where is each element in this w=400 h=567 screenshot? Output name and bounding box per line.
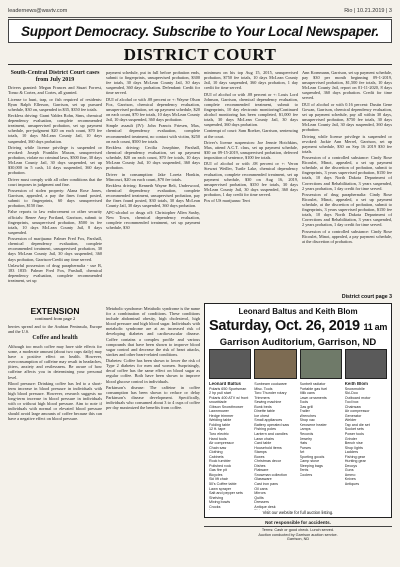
footer-line: Auction conducted by Garrison auction service. — [258, 532, 338, 537]
footer-line: Garrison, ND — [286, 537, 310, 542]
ad-list-col-3 — [300, 382, 342, 510]
ad-list-item: Camp stove — [299, 459, 320, 464]
ad-list-item: Polaris 400 ATV w/ front — [209, 395, 249, 400]
ad-photo-strip — [209, 349, 387, 379]
ad-list-item: Outboard motor — [344, 395, 371, 400]
court-entry: License to hunt, trap, or fish required of residents: Ryan Ralph Ellerson, Garrison, set up pursued schedule, $30 on, suspended in $35, $350 fee totals. — [8, 96, 102, 112]
extension-paragraph: Metabolic syndrome: Metabolic syndrome is the name for a combination of conditions. These conditions include abdominal obesity, high cholesterol, high blood pressure and high blood sugar. Individuals with metabolic syndrome are at an increased risk of developing diabetes and cardiovascular disease. Coffee contains a complex profile and various compounds that have been shown to improve blood sugar control and decrease the risk of heart attacks, strokes and other heart-related conditions. — [106, 306, 200, 357]
ad-list-item: Kerosene heater — [299, 422, 327, 427]
masthead-strip — [8, 6, 392, 16]
ad-list-heading: Keith Blom — [344, 382, 368, 386]
court-entry: payment schedule, put in full before probation ends, submit to fingerprints, unsupervised probation, $300 fee totals, 30 days McLean County Jail, 30 days suspended, 360 days probation. Defendant: Credit for time served. — [106, 70, 200, 96]
ad-list-item: Ski-Doo — [344, 391, 358, 396]
ad-list-item: Records — [299, 432, 314, 437]
ad-list-item: Purses — [299, 445, 311, 450]
subscribe-banner — [8, 19, 392, 43]
court-entry: Possession of a controlled substance: Cindy Rose Ricoulet, Minot, appealed, a pay payment schedule, at the discretion of probation. — [302, 228, 392, 244]
ad-list-item: Ladders — [344, 450, 359, 455]
ad-list-item: Salt and pepper sets — [209, 491, 243, 496]
ad-list-item: Ice chest — [254, 413, 270, 418]
ad-list-item: Battery operated saw — [254, 422, 290, 427]
ad-list-heading: Leonard Baltus — [209, 382, 241, 386]
court-entry: Contempt of court: Sam Roeker, Garrison, sentencing at the court. — [204, 128, 298, 139]
court-entry: minimum on his top Aug 15, 2015, unsupervised probation, $750 fee totals, 10 days McLean County Jail, 10 days suspended, 360 days probation, 1 day credit for time served. — [204, 70, 298, 91]
ad-list-item: Trailer — [299, 409, 310, 414]
ad-list-item: Sunbeam cookware — [254, 382, 287, 386]
ad-list-item: Card table — [254, 441, 272, 446]
footer-line: Terms: Cash or good check. Lunch served. — [261, 528, 335, 533]
court-entry: Driving while license privilege is suspended or revoked: Jackie Ann Merrel, Garrison, set up payment schedule, $30 on Sep 16 2019 $30 fee totals. — [302, 133, 392, 154]
contact-email[interactable]: leadernews@wavtv.com — [8, 8, 68, 14]
ad-list-item: Snowman collection — [254, 472, 288, 477]
ad-list-item: Cabinets — [209, 454, 224, 459]
court-column-2 — [106, 70, 200, 302]
ad-list-item: Trimmers — [254, 395, 270, 400]
ad-list-item: Toro Thunder rotary — [254, 391, 287, 396]
court-column-1 — [8, 70, 102, 302]
ad-list-item: 50's Coffee table — [209, 482, 237, 487]
ad-list-item: Socket sets — [344, 427, 364, 432]
ad-list-item: Hats — [299, 441, 308, 446]
ad-list-item: Bicycles — [209, 472, 223, 477]
ad-list-item: Gibson Snowthrower — [209, 404, 244, 409]
court-column-3 — [204, 70, 298, 302]
court-entry: Ann Kornmann, Garrison, set up payment schedule, pay $30 per month beginning 09-1-2019, unsupervised probation, $1,500 fee totals, 10 days McLean County Jail, report on 01-11-2020, 8 days suspended, 360 days probation. Credit for time served. — [302, 70, 392, 101]
ad-list-item: Antiques — [344, 482, 360, 487]
ad-list-item: Clothing — [209, 450, 223, 455]
ad-list-item: Dinette table — [254, 409, 275, 414]
court-entry: False reports to law enforcement or other security officials: Renee Amy Portland, Garrison, submit to fingerprints, unsupervised probation, $500 in fee totals, 10 days McLean County Jail, 8 days suspended. — [8, 209, 102, 235]
auction-ad — [204, 303, 392, 518]
ad-list-item: Welding table — [209, 418, 232, 423]
court-entry: Possession of a controlled substance: Cindy Rose Ricoulet, Minot, appealed, a set up payment schedule, at the discretion of probation, submit to fingerprints, 3 years supervised probation, $150 fee totals, 10 days North Dakota Department of Corrections and Rehabilitation, 3 years suspended, 2 years probation, 1 day credit for time served. — [302, 155, 392, 191]
ad-list-item: Grinder — [344, 436, 358, 441]
extension-column-2 — [106, 306, 200, 550]
ad-list-item: Art — [299, 450, 305, 455]
ad-list-item: Sleeping bags — [299, 463, 323, 468]
footer-head: Not responsible for accidents. — [265, 520, 331, 525]
ad-list-item: Tap and die set — [344, 422, 370, 427]
ad-list-item: Fishing poles — [254, 427, 276, 432]
ad-list-item: Sunbelt radiator — [299, 382, 326, 386]
page-title: DISTRICT COURT — [123, 44, 277, 64]
court-entry: Driving while license privilege is suspended or revoked: Joseph Franklin Maxon, unsupervised probation, violate no criminal laws, $500 fine, 30 days McLean County Jail, 30 days suspended, set up $30,000 in 5 cash, 14 days suspended, 360 days probation. — [8, 144, 102, 176]
court-entry: Possession of drug paraphernalia: Cindy Rose Ricoulet, Minot, appealed, a set up payment schedule, at the discretion of probation, submit to fingerprints, 3 years supervised probation, $150 fee totals, 10 days North Dakota Department of Corrections and Rehabilitation, 3 years suspended, 2 years probation, 1 day credit for time served. — [302, 191, 392, 228]
ad-list-item: Mixing bowls — [209, 500, 231, 505]
ad-photo — [300, 349, 342, 379]
ad-list-col-1 — [209, 382, 251, 510]
ad-list-item: Misc. Tools — [254, 386, 273, 391]
ad-list-item: Dressers — [254, 500, 270, 505]
ad-list-item: Lantern and candles — [254, 432, 288, 437]
court-entry: DUI of alcohol or with .08 percent or +: Louis Lord Johnson, Garrison, chemical dependency evaluation, complete recommended treatment, submit to fingerprints, 10 day electronic monitoring/Continued alcohol monitoring has been completed, $1,000 fee totals, 30 days McLean County Jail, 30 days suspended, 360 days probation. — [204, 91, 298, 128]
ad-list-item: Bench vise — [344, 441, 363, 446]
court-entry: Pos of US marijuana: Terri — [204, 198, 251, 204]
court-entry: DUI of alcohol or with .08 percent or +: Wayne Olson Fox, Garrison, chemical dependency evaluation, unsupervised probation, set up payment schedule, $20 on each count, $70 fee totals, 10 days McLean County Jail, 10 days suspended, 360 days probation. — [106, 96, 200, 123]
ad-time: 11 am — [363, 322, 388, 332]
ad-list-item: Bunk beds — [254, 404, 272, 409]
ad-list-item: Folding table — [209, 422, 231, 427]
ad-footer — [204, 521, 392, 555]
continued-link[interactable]: District court page 3 — [341, 294, 392, 300]
ad-list-item: Cast iron pans — [254, 482, 279, 487]
ad-list-item: Sewing machine — [254, 400, 282, 405]
ad-list-item: 12 ft. tape — [209, 427, 226, 432]
ad-list-item: 2 hp pull start — [209, 391, 232, 396]
ad-list-item: Lawnmower — [209, 409, 229, 414]
footer-rule — [204, 526, 392, 527]
ad-list-item: Snowmobile — [344, 386, 365, 391]
ad-list-col-4 — [345, 382, 387, 510]
ad-list-item: Polaris 650 Sportsman — [209, 386, 247, 391]
extension-subhead: Coffee and health — [32, 335, 78, 342]
ad-list-item: Guns — [344, 468, 354, 473]
ad-list-item: Decoys — [344, 463, 358, 468]
ad-list-col-2 — [254, 382, 296, 510]
extension-paragraph: Diabetes: Coffee has been shown to lower the risk of Type 2 diabetes for men and women. Surprisingly, decaf coffee has the same effect on blood sugar as regular coffee. Both have been shown to improve blood glucose control in individuals. — [106, 358, 200, 384]
court-entry: Reckless driving: Grant Valdez Rohn, Sims, chemical dependency evaluation, complete recommended treatment, unsupervised probation, set up payment schedule, pre-judgment $20 on each count, $70 fee totals, 10 days McLean County Jail, 10 days suspended, 360 days probation. — [8, 113, 102, 144]
ad-list-item: Lawn ornaments — [299, 395, 327, 400]
court-entry: Reckless driving: Cecilia Josephine, Parshall, chemical dependency evaluation, set up payment schedule, $20 on each count, $70 fee totals, 10 days McLean County Jail, 10 days suspended, 360 days probation. — [106, 144, 200, 171]
ad-sellers: Leonard Baltus and Keith Blom — [238, 307, 358, 316]
ad-list-item: Generator — [344, 413, 362, 418]
ad-list-item: Milk cans — [299, 391, 315, 396]
ad-list-item: snowblade — [209, 400, 227, 405]
court-entry: Driver's license suspension: Joe Jennie Hotchkins, Max, attend A.C.T. class, set up payment schedule, $30 on 09-15-2019, unsupervised probation, deferred imposition of sentence, $100 fee totals. — [204, 139, 298, 161]
ad-list-item: Air compressor — [209, 441, 234, 446]
court-entry: DUI of alcohol or with .08 percent or +: Veron Stewart Weiller, Turtle Lake, chemical dependency evaluation, complete recommended treatment, set up payment schedule, $30 on Aug 16, 2019, unsupervised probation, $350 fee totals, 30 days McLean County Jail, 30 days suspended, 360 days probation, 1 day credit for time served. — [204, 161, 298, 197]
ad-list-item: Gas fire pit — [209, 468, 227, 473]
court-entry: Unlawful possession of drug paraphernalia - use B, 183 1835: Palmer Fred Fox, Parshall, chemical dependency evaluation, complete recommended treatment, set up — [8, 262, 102, 284]
court-entry: Reckless driving: Kenneth Wayne Belt, Underwood, chemical dependency evaluation, complete recommended treatment, unsupervised probation, pay the fines found posted, $30 totals, 30 days McLean County Jail, 30 days suspended, 360 days probation. — [106, 182, 200, 209]
ad-website-note[interactable]: Visit our website for full auction listing. — [262, 510, 334, 515]
ad-list-item: Ski lift chair — [209, 477, 228, 482]
extension-paragraph: berries spread and to the Arabian Peninsula, Europe and the U.S. — [8, 324, 102, 335]
extension-paragraph: Parkinson's disease: The caffeine in coffee consumption has been shown to reduce or delay Parkinson's disease development. Specifically, individuals who consumed about 3 to 4 cups of coffee per day maximized the benefits from coffee. — [106, 384, 200, 411]
ad-list-item: Boxes — [254, 454, 265, 459]
court-column-4 — [302, 70, 392, 302]
ad-photo — [209, 349, 251, 379]
ad-list-item: Quilts — [254, 495, 264, 500]
ad-list-item: Lawn chairs — [254, 436, 274, 441]
ad-list-item: Tool box — [344, 400, 359, 405]
section-title — [8, 45, 392, 65]
ad-list-item: Antique desk — [254, 504, 276, 509]
ad-list-item: Crocks — [209, 504, 221, 509]
ad-list-item: Flatware — [254, 468, 269, 473]
ad-list-item: Christmas decor — [254, 459, 282, 464]
ad-photo — [254, 349, 296, 379]
ad-list-item: Hand tools — [209, 436, 227, 441]
ad-list-item: Small appliances — [254, 418, 283, 423]
ad-list-item: Wrenches — [299, 413, 317, 418]
ad-list-item: Fishing gear — [344, 454, 366, 459]
court-title: South-Central District Court cases from July 2019 — [10, 70, 100, 83]
ad-list-item: Portable gas fuel — [299, 386, 328, 391]
ad-list-item: Gas grill — [299, 404, 314, 409]
ad-photo — [345, 349, 387, 379]
ad-list-item: Chainsaw — [344, 404, 361, 409]
ad-list-item: Tools — [299, 400, 309, 405]
ad-list-item: Ammo — [344, 472, 356, 477]
ad-list-item: Rock tumbler — [209, 459, 231, 464]
ad-item-list — [209, 382, 387, 510]
extension-paragraph: Although too much coffee may have side effects for some, a moderate amount (about two cups daily) may have a positive effect on health. However, overconsumption of caffeine may result in headaches, jitters, anxiety and restlessness. Be aware of how caffeine affects you in determining your personal level. — [8, 343, 102, 380]
extension-column-1 — [8, 324, 102, 550]
ad-list-item: Chain saw — [209, 445, 227, 450]
ad-list-item: Oil cans — [254, 486, 268, 491]
ad-list-item: Air compressor — [344, 409, 370, 414]
ad-list-item: Hedge trimmer — [209, 413, 234, 418]
ad-list-item: Shop lights — [344, 445, 363, 450]
issue-info: Rio | 10.21.2019 | 3 — [344, 8, 392, 14]
ad-list-item: Tents — [299, 468, 309, 473]
banner-text: Support Democracy. Subscribe to Your Local Newspaper. — [20, 23, 379, 39]
ad-list-item: Jewelry — [299, 436, 312, 441]
extension-paragraph: Blood pressure: Drinking coffee has led to a short-term increase in blood pressure in individuals with high blood pressure. However, research suggests no long-term increase in blood pressure in individuals with or without high blood pressure. Aim to note if individuals with normal or elevated blood pressure should avoid large amounts of coffee because this can have a negative effect on blood pressure. — [8, 380, 102, 422]
ad-list-item: Welder — [344, 418, 357, 423]
ad-list-item: Household items — [254, 445, 282, 450]
ad-list-item: Knives — [344, 477, 356, 482]
court-entry: Simple assault (IV): John Francis Friesen, Max, chemical dependency evaluation, complete recommended treatment, no contact with victim, $250 on each count, $500 fee totals. — [106, 123, 200, 144]
ad-list-item: Shelving — [209, 495, 224, 500]
ad-date-text: Saturday, Oct. 26, 2019 — [208, 318, 360, 334]
court-entry: Driver in consumption: Jake Loreta Honkin, Mincourt, $20 on each count, $70 fee totals. — [106, 171, 200, 182]
ad-list-item: Polished rock — [209, 463, 232, 468]
ad-list-item: Lawn sprayer — [209, 486, 232, 491]
ad-list-item: Toro electric — [209, 432, 229, 437]
ad-list-item: Sporting goods — [299, 454, 325, 459]
court-entry: DUI of alcohol or with 0.16 percent: Dustin Gene Gowan, Garrison, chemical dependency evaluation, set up payment schedule, pay all within 30 days, unsupervised probation, $750 fee totals, 30 days McLean County Jail, 30 days suspended, 360 days probation. — [302, 101, 392, 133]
extension-continued: continued from page 2 — [34, 316, 76, 321]
ad-location: Garrison Auditorium, Garrison, ND — [219, 337, 377, 348]
ad-date — [205, 318, 391, 334]
ad-list-item: Power tools — [344, 432, 365, 437]
ad-list-item: Hunting gear — [344, 459, 366, 464]
court-entry: Possession of marijuana: Palmer Fred Fox, Parshall, chemical dependency evaluation, complete recommended treatment, unsupervised probation, 30 days McLean County Jail, 30 days suspended, 360 days probation, Garrison-Credit any time served. — [8, 236, 102, 262]
masthead-rule — [8, 17, 392, 18]
ad-list-item: Glassware — [254, 477, 272, 482]
ad-list-item: Shop vac — [299, 418, 315, 423]
ad-list-item: Mirrors — [254, 491, 266, 496]
ad-list-item: Lamps — [299, 427, 311, 432]
court-entry: Drivers granted: Megan Frances and Stuart Forrest, Tonso & Cortez, and Cortes, all granted. — [8, 85, 102, 96]
ad-list-item: Stamps — [254, 450, 267, 455]
extension-title: EXTENSION — [30, 306, 80, 316]
court-entry: Driver must comply with all other conditions that the court imposes in judgment and fine. — [8, 176, 102, 187]
ad-list-item: Coolers — [299, 472, 313, 477]
ad-list-item: Dishes — [254, 463, 266, 468]
court-entry: APC-alcohol or drugs off: Christopher Allen Saxby, New Town, chemical dependency evaluation, complete recommended treatment, set up payment schedule, $30 — [106, 209, 200, 230]
court-entry: Possession of stolen property: Alana Rose Jones, Garrison, appealed, a pay the fines found posted, submit to fingerprints, 60 days unsupervised probation, $150 fine. — [8, 187, 102, 209]
